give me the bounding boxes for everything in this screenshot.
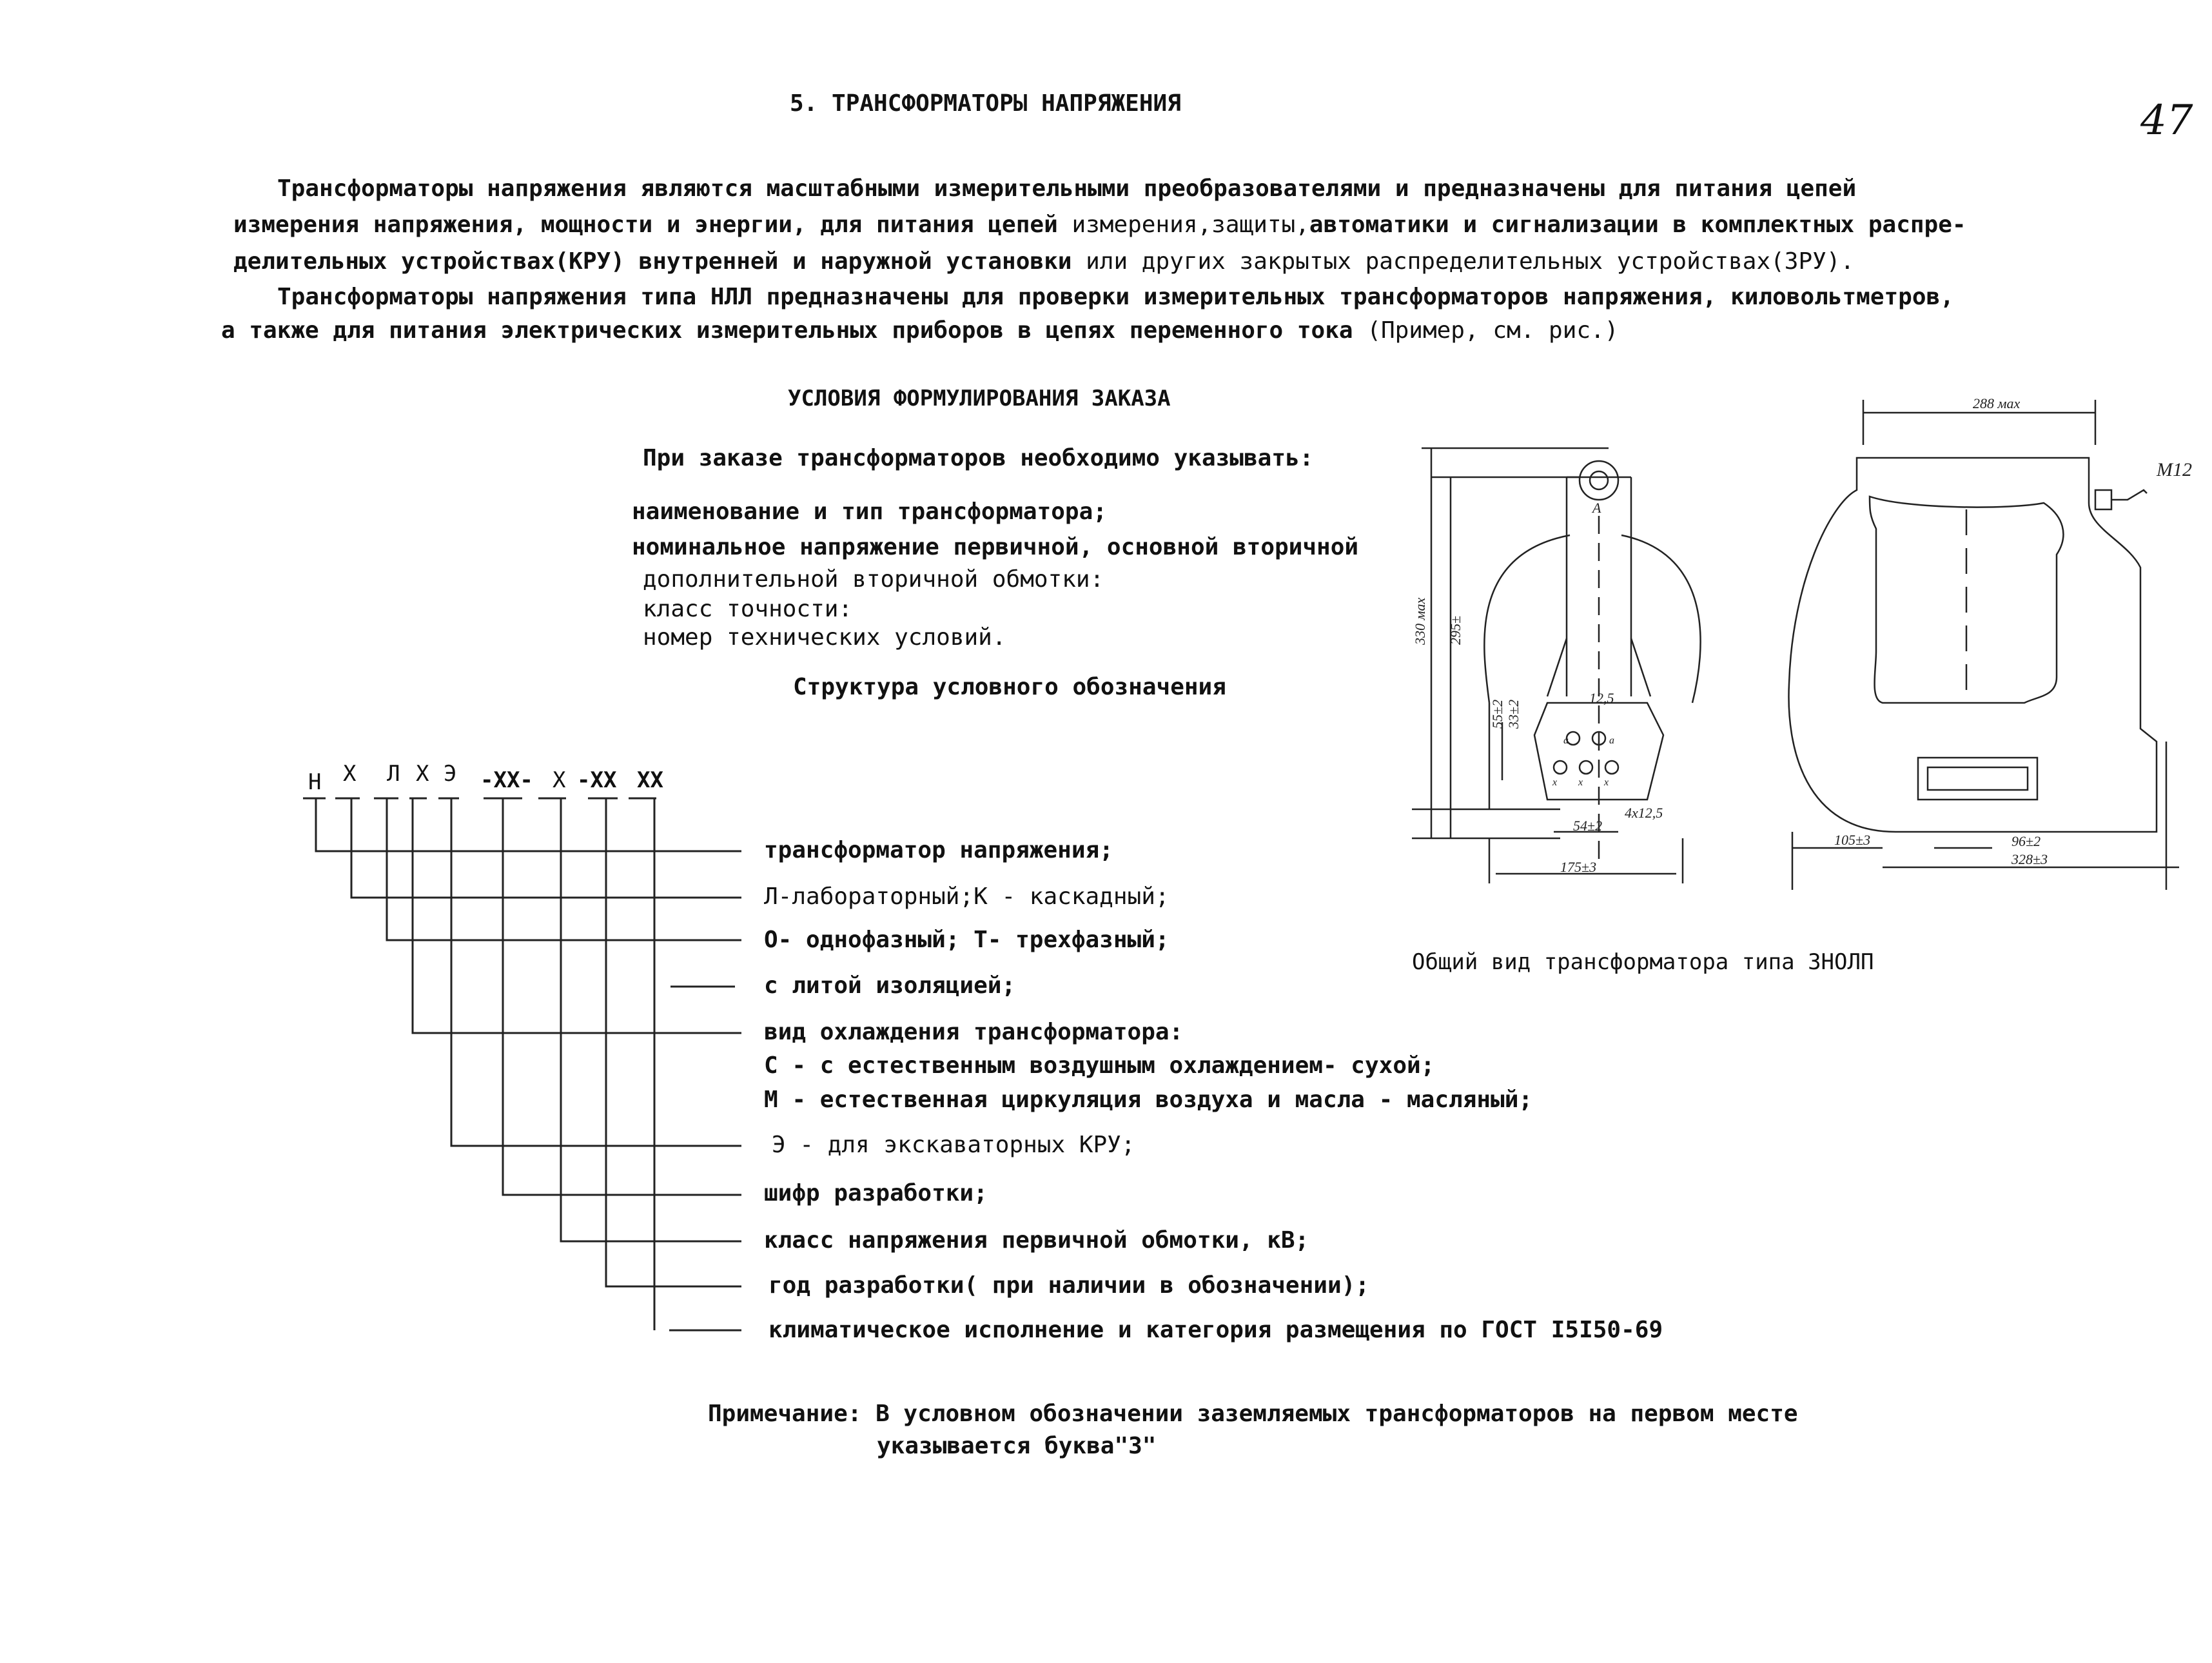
side-view-drawing (1788, 400, 2179, 890)
dim-holes: 4х12,5 (1625, 805, 1663, 821)
dim-height-inner: 295± (1447, 615, 1463, 645)
legend-item: С - с естественным воздушным охлаждением- сухой; (764, 1052, 1435, 1079)
note-line2: указывается буква"3" (877, 1433, 1157, 1459)
code-letter: -ХХ- (480, 767, 533, 793)
intro-p1-line3: делительных устройствах(КРУ) внутренней и наружной установки или других закрытых распределительных устройствах(ЗРУ). (233, 248, 1855, 275)
dim-d1: 55±2 (1489, 699, 1505, 729)
legend-item: вид охлаждения трансформатора: (764, 1019, 1184, 1045)
terminal-label: а (1609, 735, 1614, 746)
order-item: наименование и тип трансформатора; (632, 498, 1107, 525)
dim-base: 54±2 (1573, 818, 1603, 834)
dim-full: 328±3 (2011, 851, 2048, 867)
code-letter: Х (553, 767, 566, 793)
dim-d2: 33±2 (1505, 699, 1522, 729)
dim-thread: М12 (2157, 459, 2192, 480)
page-number: 47 (2140, 97, 2193, 144)
legend-item: класс напряжения первичной обмотки, кВ; (764, 1227, 1309, 1254)
terminal-label: а (1563, 735, 1569, 746)
terminal-label: х (1604, 777, 1609, 788)
order-item: номер технических условий. (643, 624, 1006, 651)
intro-p1-line1: Трансформаторы напряжения являются масштабными измерительными преобразователями и предназначены для питания цепей (277, 175, 1857, 202)
order-item: класс точности: (643, 596, 853, 622)
section-title: 5. ТРАНСФОРМАТОРЫ НАПРЯЖЕНИЯ (790, 90, 1181, 117)
legend-item: климатическое исполнение и категория размещения по ГОСТ I5I50-69 (768, 1317, 1663, 1343)
dim-top-max: 288 мах (1973, 395, 2021, 411)
terminal-label: х (1578, 777, 1583, 788)
code-letter: ХХ (637, 767, 663, 793)
structure-tree (303, 798, 741, 1330)
dim-left: 105±3 (1834, 832, 1871, 848)
legend-item: шифр разработки; (764, 1180, 988, 1206)
legend-item: с литой изоляцией; (764, 972, 1016, 999)
legend-item: год разработки( при наличии в обозначении); (768, 1272, 1369, 1299)
dim-mid: 96±2 (2011, 833, 2041, 849)
dim-height-max: 330 мах (1412, 597, 1428, 645)
order-title: УСЛОВИЯ ФОРМУЛИРОВАНИЯ ЗАКАЗА (788, 386, 1171, 411)
code-letter: -ХХ (577, 767, 617, 793)
structure-title: Структура условного обозначения (793, 674, 1226, 700)
order-lead: При заказе трансформаторов необходимо указывать: (643, 445, 1314, 471)
legend-item: трансформатор напряжения; (764, 837, 1113, 863)
intro-p2-line2: а также для питания электрических измерительных приборов в цепях переменного тока (Пример, см. рис.) (221, 317, 1619, 344)
dimension-labels (1412, 395, 2192, 875)
order-item: дополнительной вторичной обмотки: (643, 566, 1104, 593)
legend-item: М - естественная циркуляция воздуха и масла - масляный; (764, 1087, 1533, 1113)
code-letter: Х (416, 761, 429, 787)
legend-item: О- однофазный; Т- трехфазный; (764, 927, 1170, 953)
dim-width: 175±3 (1560, 859, 1597, 875)
drawing-caption: Общий вид трансформатора типа ЗНОЛП (1412, 949, 1874, 975)
code-letter: Н (308, 769, 322, 795)
dim-d3: 12,5 (1589, 690, 1614, 706)
dim-label-a: А (1592, 500, 1601, 516)
code-letter: Э (444, 761, 457, 787)
intro-p2-line1: Трансформаторы напряжения типа НЛЛ предназначены для проверки измерительных трансформаторов напряжения, киловольтметров, (277, 284, 1954, 310)
terminal-label: х (1552, 777, 1558, 788)
intro-p1-line2: измерения напряжения, мощности и энергии, для питания цепей измерения,защиты,автоматики и сигнализации в комплектных распре- (233, 212, 1966, 238)
code-letter: Л (387, 761, 400, 787)
note-line1: Примечание: В условном обозначении заземляемых трансформаторов на первом месте (708, 1401, 1798, 1427)
legend-item: Э - для экскаваторных КРУ; (772, 1132, 1135, 1158)
legend-item: Л-лабораторный;К - каскадный; (764, 883, 1170, 910)
code-letter: Х (343, 761, 357, 787)
order-item: номинальное напряжение первичной, основной вторичной (632, 534, 1359, 560)
